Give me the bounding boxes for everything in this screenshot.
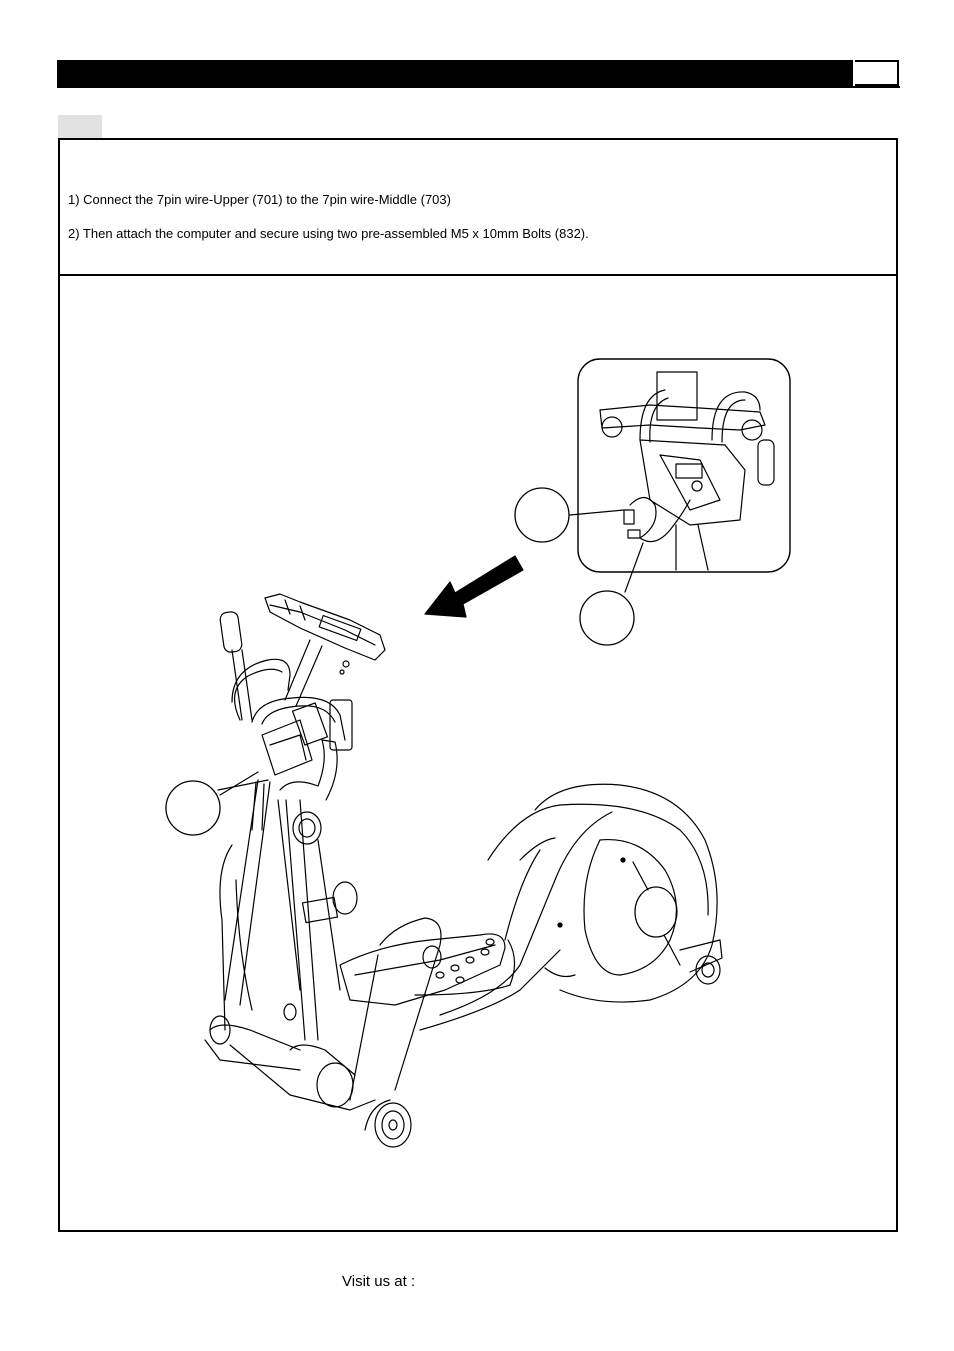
instruction-step-2: 2) Then attach the computer and secure using two pre-assembled M5 x 10mm Bolts (832).: [68, 226, 589, 241]
instruction-step-1: 1) Connect the 7pin wire-Upper (701) to the 7pin wire-Middle (703): [68, 192, 451, 207]
callout-circle-bolts: [166, 781, 220, 835]
footer-visit-label: Visit us at :: [342, 1273, 416, 1290]
elliptical-trainer: [205, 611, 722, 1147]
callout-circle-lower-wire: [580, 591, 634, 645]
direction-arrow: [425, 556, 523, 617]
callout-circle-upper-wire: [515, 488, 569, 542]
computer-console: [265, 594, 385, 674]
detail-inset: [570, 359, 790, 592]
